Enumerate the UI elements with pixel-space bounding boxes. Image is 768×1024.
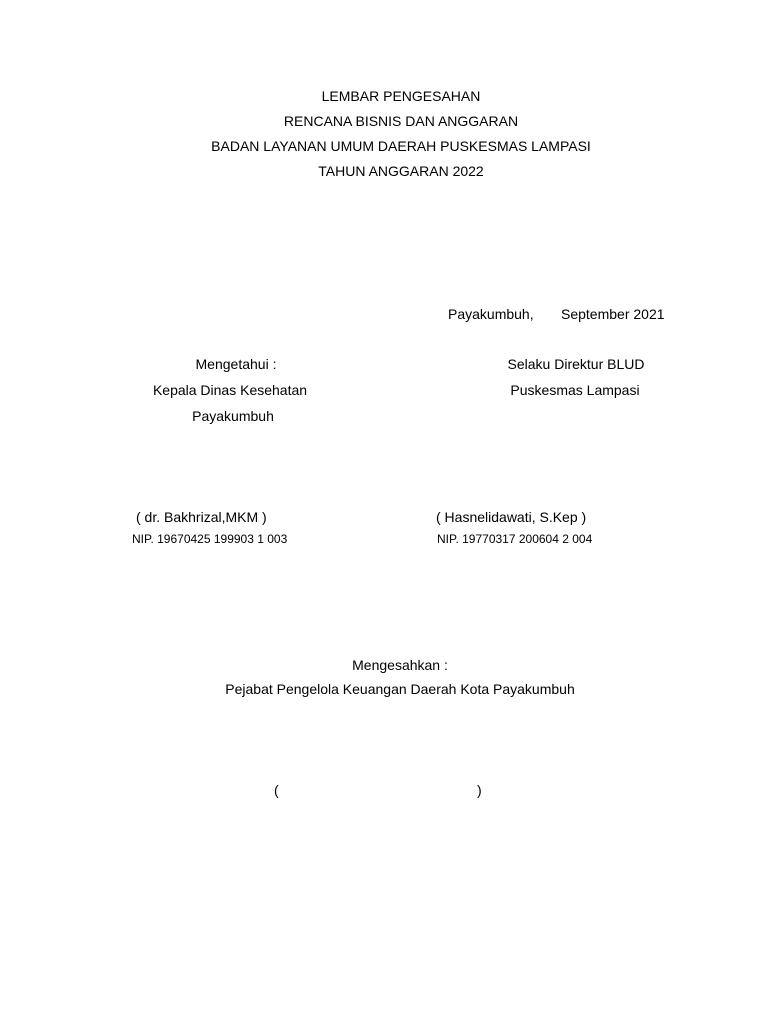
fiscal-year: TAHUN ANGGARAN 2022 [318,163,484,179]
date: September 2021 [561,306,665,322]
left-signatory-name: ( dr. Bakhrizal,MKM ) [136,509,267,525]
doc-subtitle: RENCANA BISNIS DAN ANGGARAN [283,113,519,129]
left-signatory-position: Kepala Dinas Kesehatan [152,382,308,398]
right-signatory-position: Selaku Direktur BLUD [507,356,645,372]
right-signatory-unit: Puskesmas Lampasi [510,382,640,398]
approval-signature-close-paren: ) [477,782,482,798]
right-signatory-nip: NIP. 19770317 200604 2 004 [437,532,593,546]
approval-signature-open-paren: ( [274,782,279,798]
right-signatory-name: ( Hasnelidawati, S.Kep ) [436,509,587,525]
acknowledge-label: Mengetahui : [195,356,277,372]
approval-position: Pejabat Pengelola Keuangan Daerah Kota Payakumbuh [225,681,575,697]
approval-label: Mengesahkan : [352,657,448,673]
left-signatory-city: Payakumbuh [192,408,274,424]
doc-title: LEMBAR PENGESAHAN [321,88,481,104]
institution-name: BADAN LAYANAN UMUM DAERAH PUSKESMAS LAMPASI [211,138,591,154]
place: Payakumbuh, [448,306,534,322]
left-signatory-nip: NIP. 19670425 199903 1 003 [132,532,288,546]
